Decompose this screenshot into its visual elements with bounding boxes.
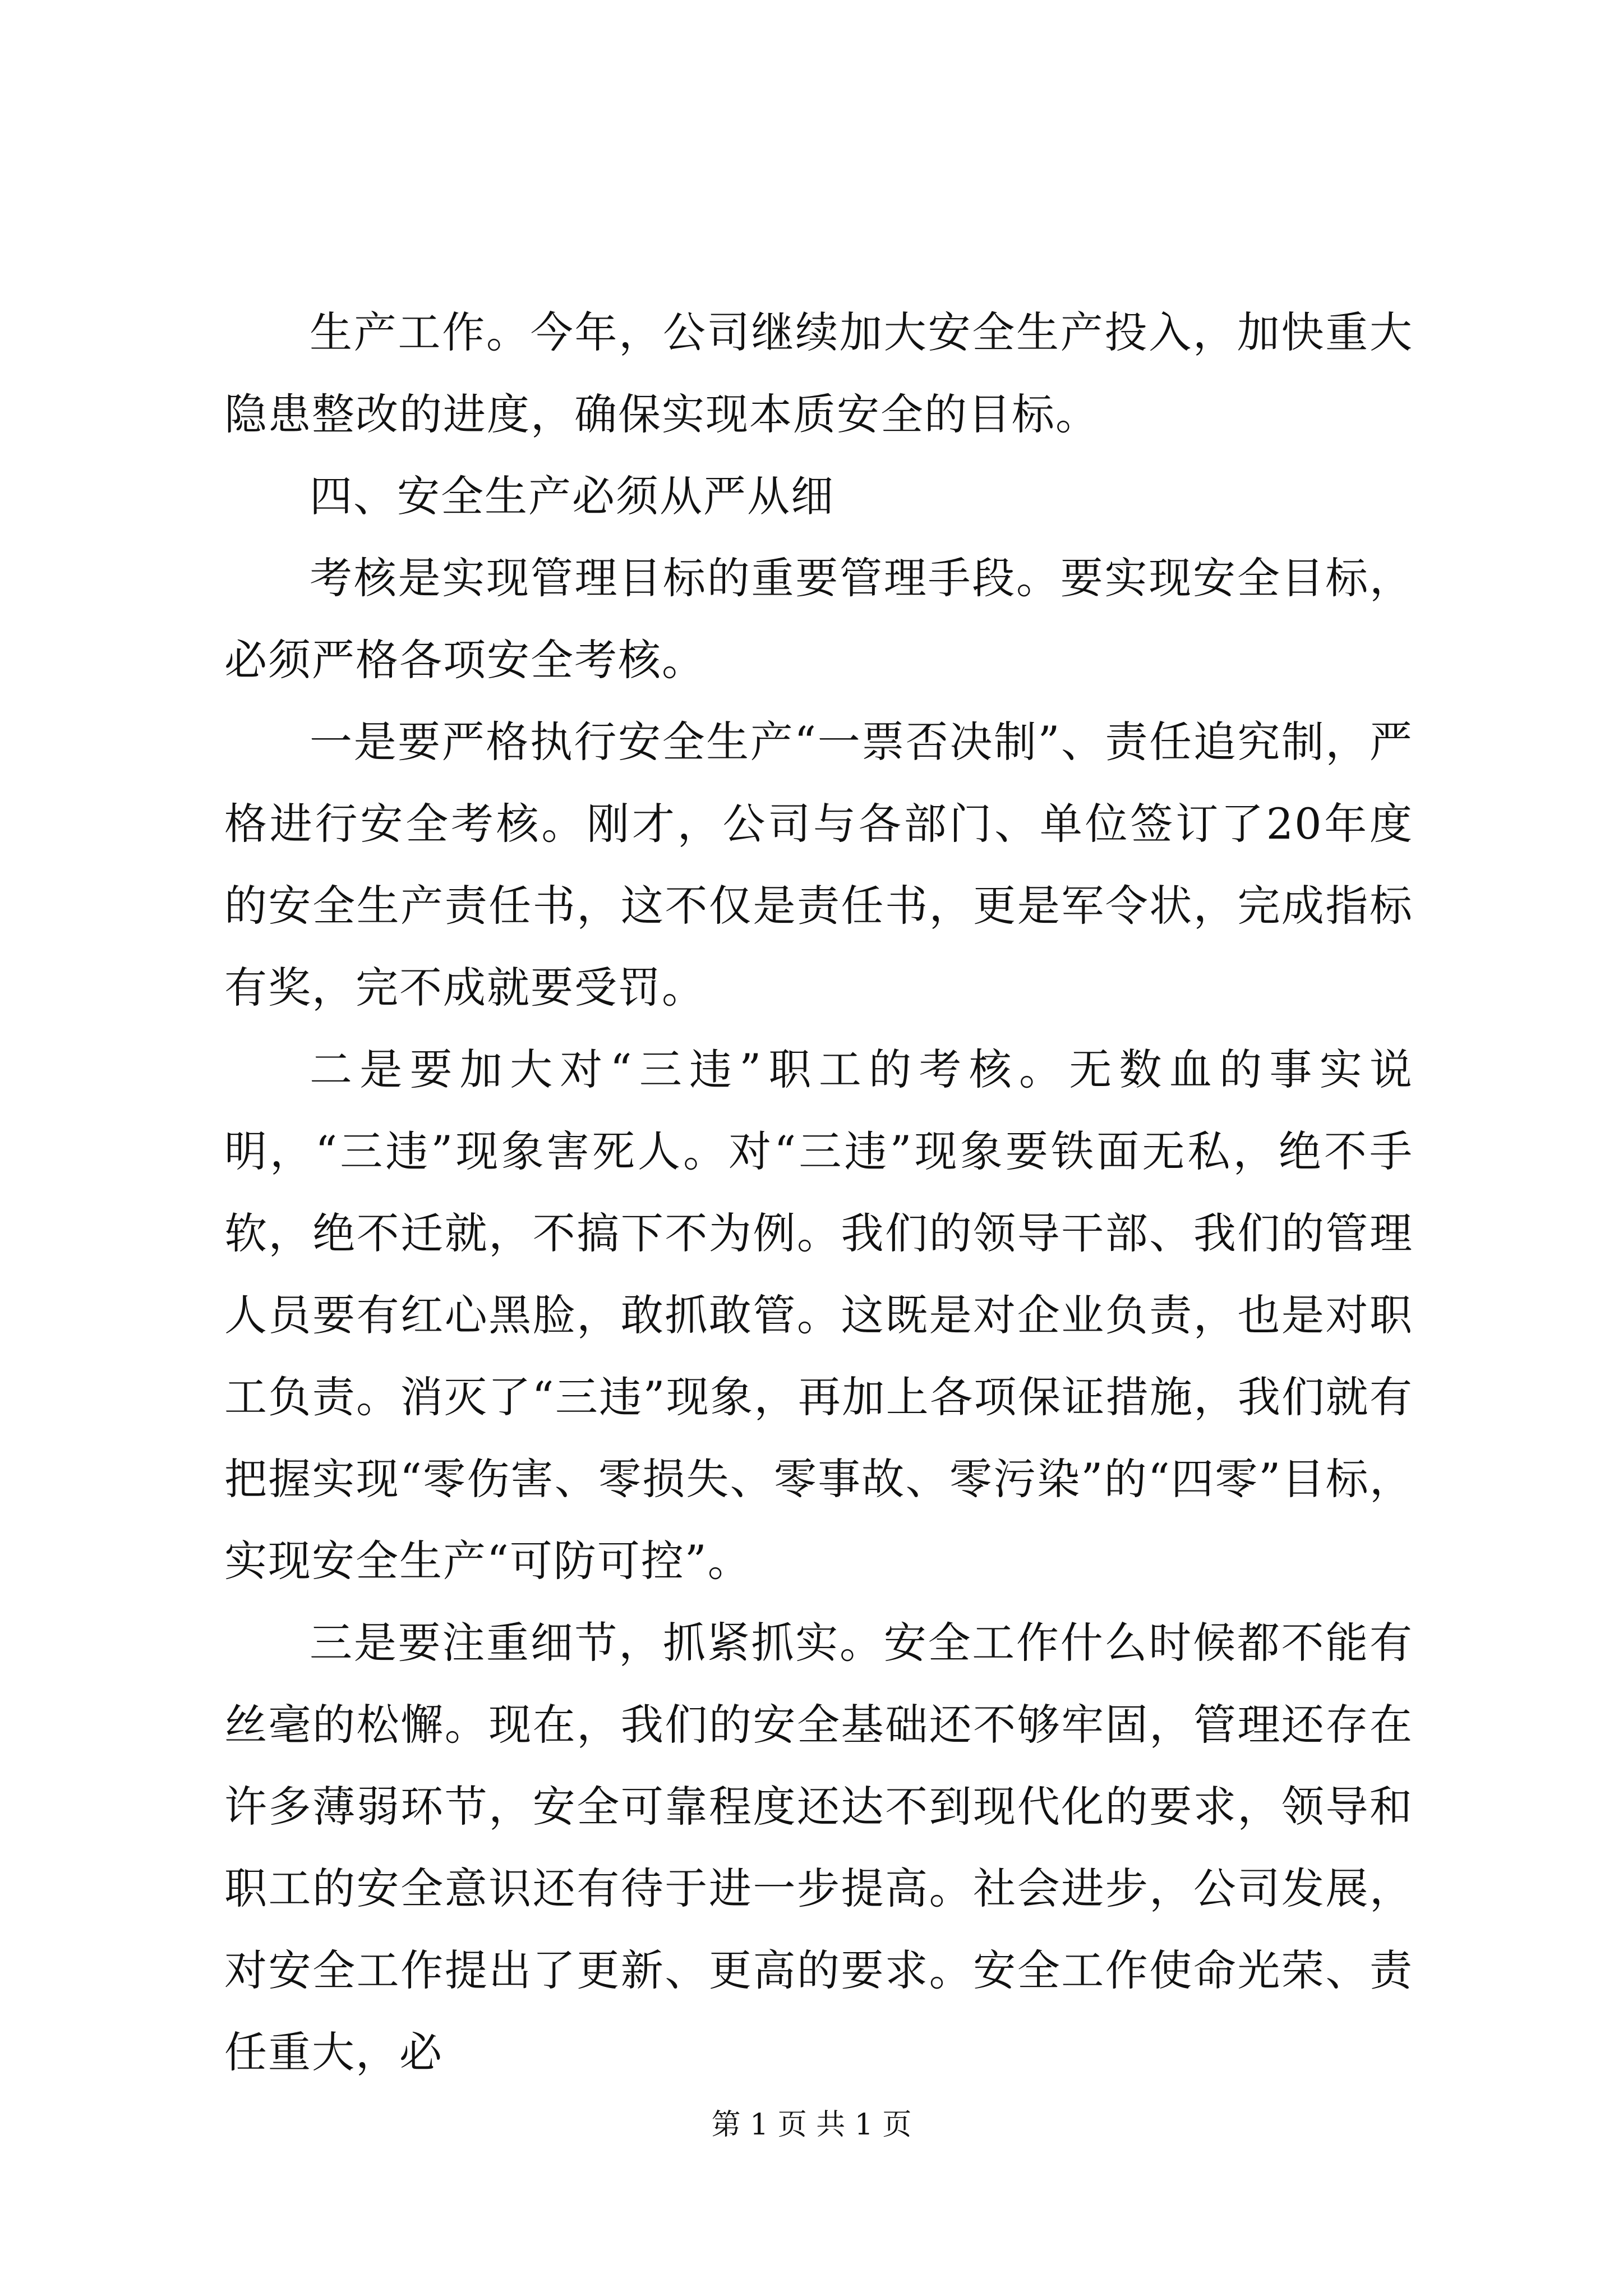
paragraph: 一是要严格执行安全生产“一票否决制”、责任追究制，严格进行安全考核。刚才，公司与各部门、单位签订了20年度的安全生产责任书，这不仅是责任书，更是军令状，完成指标有奖，完不成就要受罚。 — [224, 717, 1413, 1013]
paragraph-continuation: 生产工作。今年，公司继续加大安全生产投入，加快重大隐患整改的进度，确保实现本质安全的目标。 — [224, 307, 1413, 439]
paragraph: 二是要加大对“三违”职工的考核。无数血的事实说明，“三违”现象害死人。对“三违”现象要铁面无私，绝不手软，绝不迁就，不搞下不为例。我们的领导干部、我们的管理人员要有红心黑脸，敢抓敢管。这既是对企业负责，也是对职工负责。消灭了“三违”现象，再加上各项保证措施，我们就有把握实现“零伤害、零损失、零事故、零污染”的“四零”目标，实现安全生产“可防可控”。 — [224, 1045, 1413, 1586]
page-footer: 第 1 页 共 1 页 — [711, 2108, 912, 2142]
section-heading: 四、安全生产必须从严从细 — [310, 471, 834, 521]
document-body — [224, 292, 1413, 2093]
paragraph: 三是要注重细节，抓紧抓实。安全工作什么时候都不能有丝毫的松懈。现在，我们的安全基础还不够牢固，管理还存在许多薄弱环节，安全可靠程度还达不到现代化的要求，领导和职工的安全意识还有待于进一步提高。社会进步，公司发展，对安全工作提出了更新、更高的要求。安全工作使命光荣、责任重大，必 — [224, 1618, 1413, 2077]
paragraph: 考核是实现管理目标的重要管理手段。要实现安全目标，必须严格各项安全考核。 — [224, 553, 1413, 685]
